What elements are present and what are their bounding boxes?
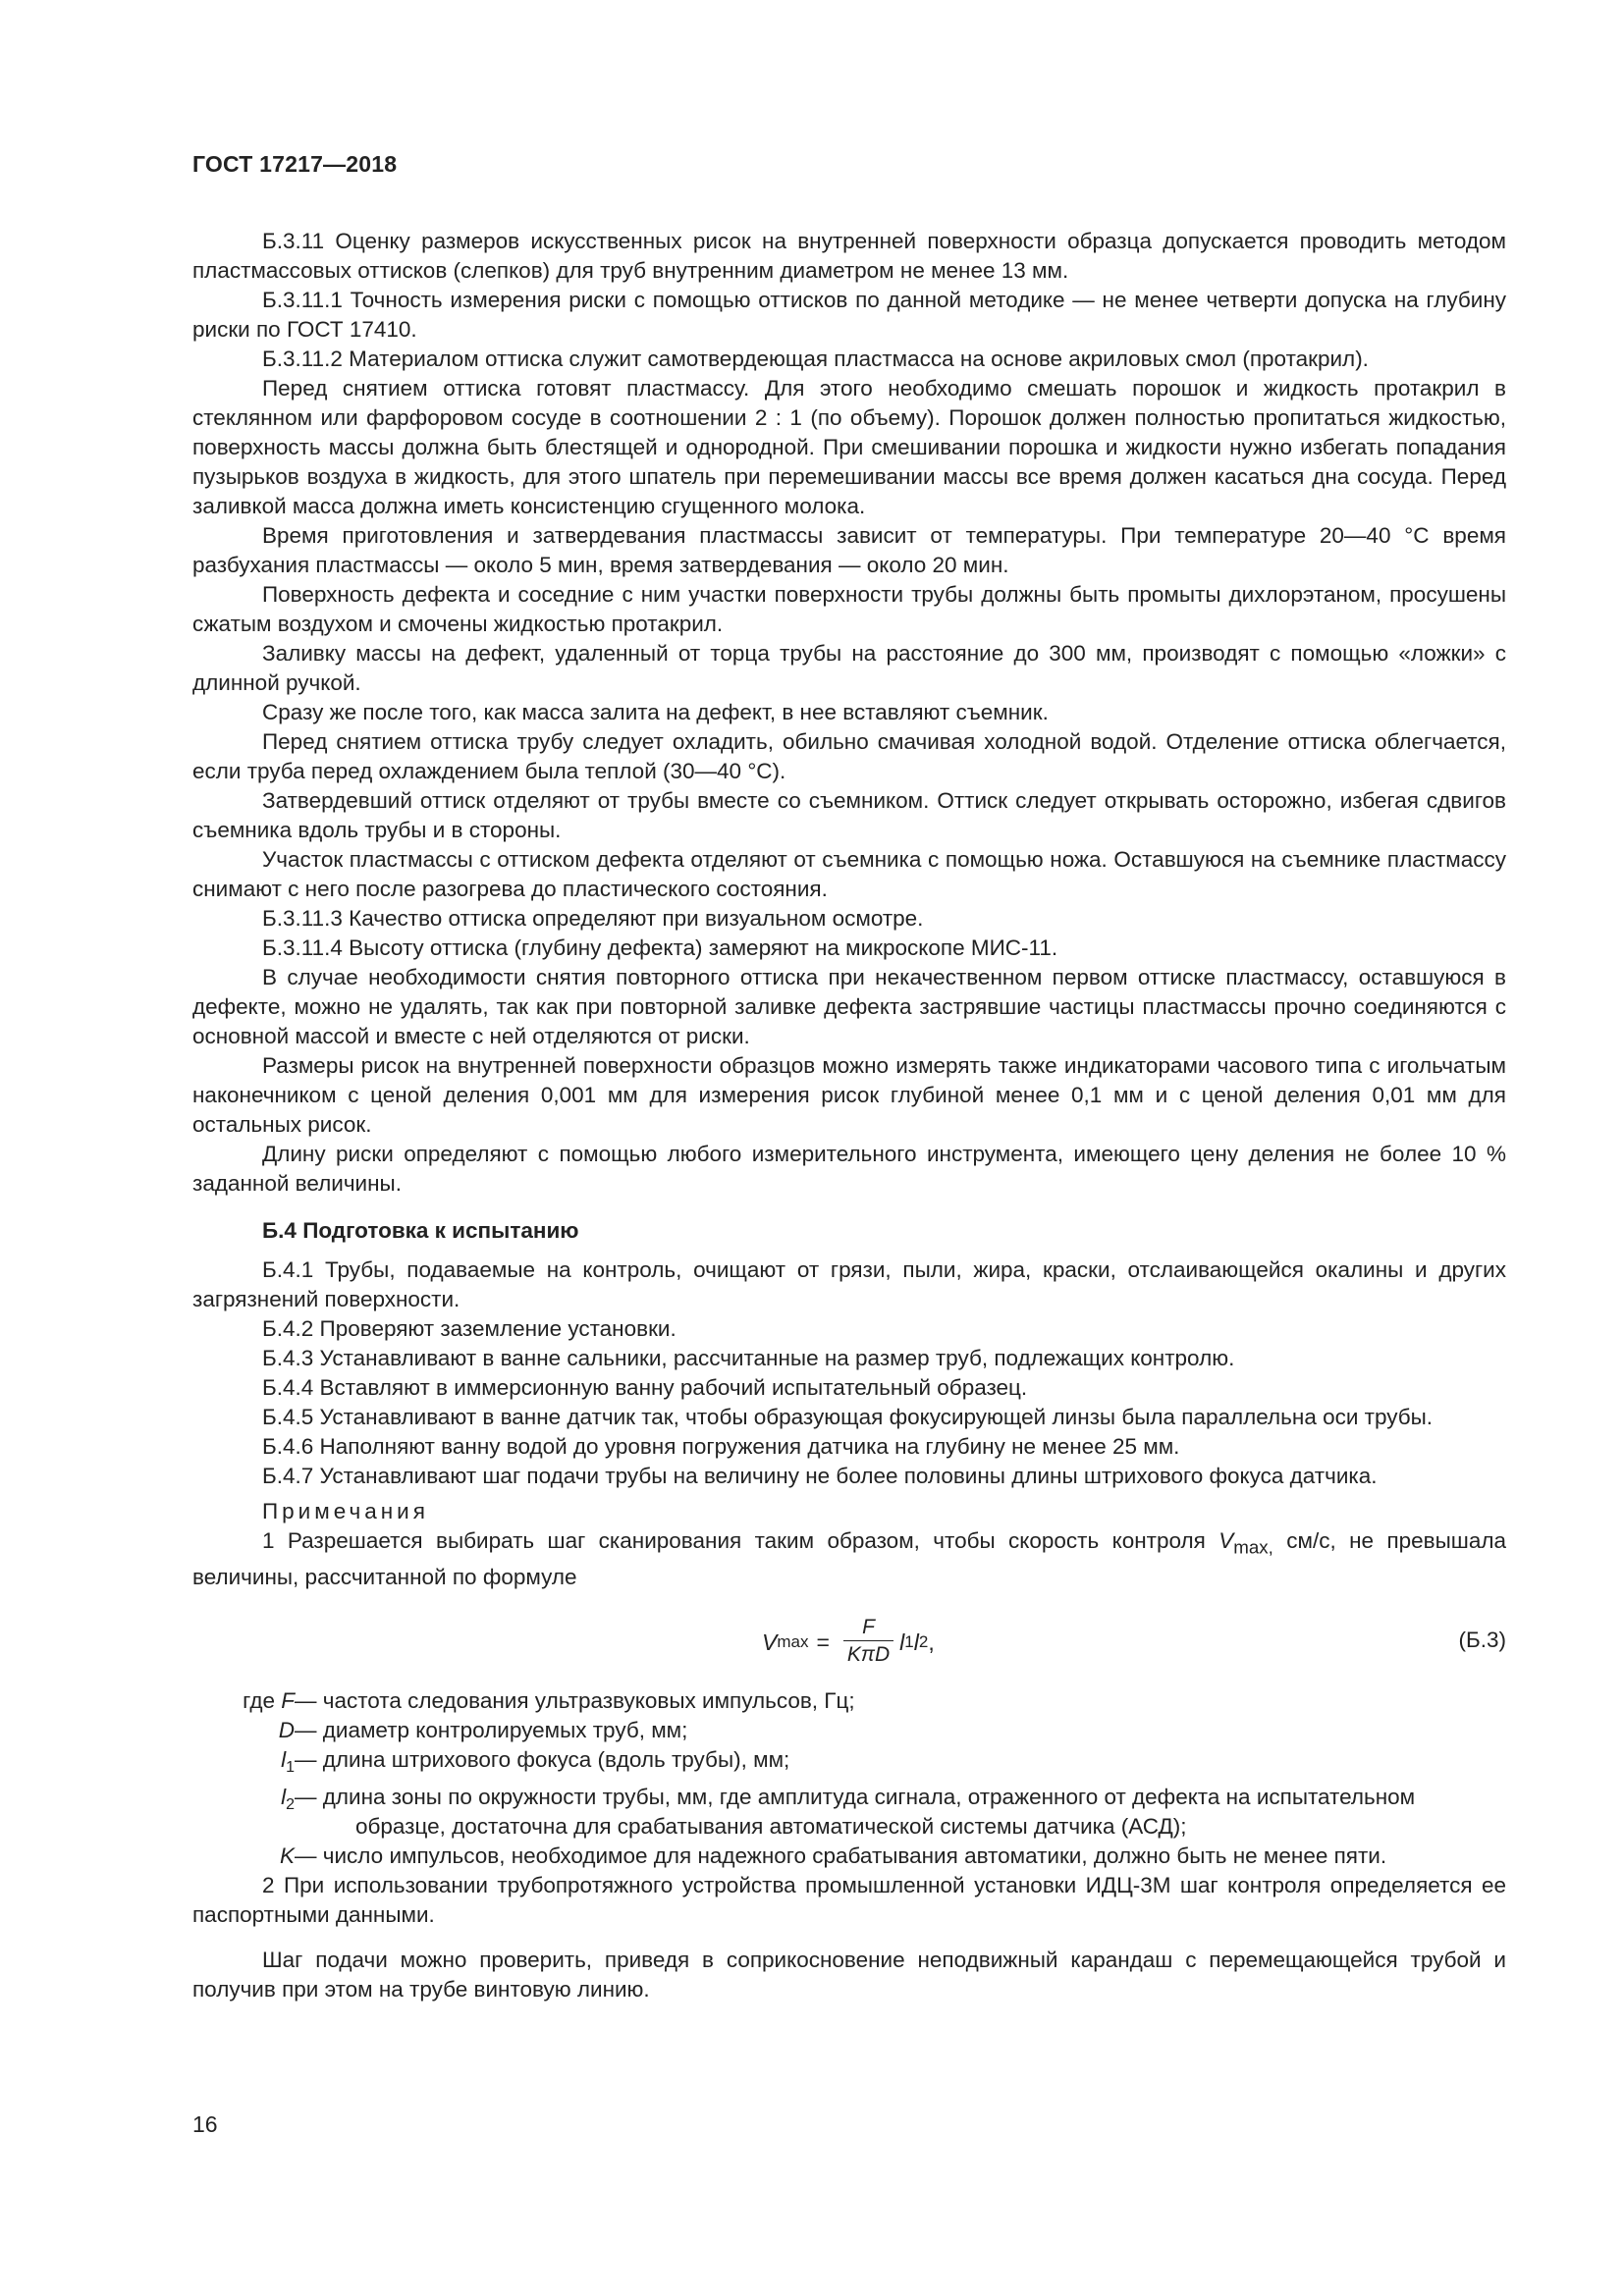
definition-subscript: 2 <box>286 1795 295 1813</box>
page-header: ГОСТ 17217—2018 <box>192 151 398 177</box>
paragraph: Б.3.11.2 Материалом оттиска служит самотвердеющая пластмасса на основе акриловых смол (протакрил). <box>262 347 1369 371</box>
notes-title: Примечания <box>262 1499 429 1523</box>
paragraph: Б.4.7 Устанавливают шаг подачи трубы на величину не более половины длины штрихового фокуса датчика. <box>262 1464 1378 1488</box>
paragraph: Б.3.11.4 Высоту оттиска (глубину дефекта) замеряют на микроскопе МИС-11. <box>262 935 1058 960</box>
paragraph: Длину риски определяют с помощью любого измерительного инструмента, имеющего цену деления не более 10 % заданной величины. <box>192 1142 1506 1196</box>
definition-term <box>192 1716 295 1745</box>
velocity-symbol: V <box>1218 1528 1234 1553</box>
paragraph: Б.3.11.1 Точность измерения риски с помощью оттисков по данной методике — не менее четверти допуска на глубину риски по ГОСТ 17410. <box>192 288 1506 342</box>
paragraph: Б.4.2 Проверяют заземление установки. <box>262 1316 677 1341</box>
definition-symbol: l <box>281 1746 287 1772</box>
formula-numerator: F <box>862 1616 875 1638</box>
note-2: 2 При использовании трубопротяжного устройства промышленной установки ИДЦ-3М шаг контроля определяется ее паспортными данными. <box>192 1872 1506 1927</box>
definition-text: — длина штрихового фокуса (вдоль трубы), мм; <box>295 1746 790 1772</box>
definition-term <box>192 1686 295 1716</box>
paragraph: Шаг подачи можно проверить, приведя в соприкосновение неподвижный карандаш с перемещающейся трубой и получив при этом на трубе винтовую линию. <box>192 1947 1506 2002</box>
definition-subscript: 1 <box>286 1758 295 1776</box>
paragraph: Участок пластмассы с оттиском дефекта отделяют от съемника с помощью ножа. Оставшуюся на съемнике пластмассу снимают с него после разогрева до пластического состояния. <box>192 847 1506 901</box>
formula-fraction <box>843 1615 893 1669</box>
note-1 <box>192 1526 1506 1592</box>
velocity-subscript: max, <box>1233 1536 1273 1558</box>
paragraph: Б.3.11 Оценку размеров искусственных рисок на внутренней поверхности образца допускается проводить методом пластмассовых оттисков (слепков) для труб внутренним диаметром не менее 13 мм. <box>192 229 1506 283</box>
formula-l2-subscript: 2 <box>918 1631 929 1651</box>
definition-term <box>192 1745 295 1783</box>
section-heading: Б.4 Подготовка к испытанию <box>262 1218 579 1243</box>
paragraph: Время приготовления и затвердевания пластмассы зависит от температуры. При температуре 20—40 °С время разбухания пластмассы — около 5 мин, время затвердевания — около 20 мин. <box>192 523 1506 577</box>
definition-symbol: F <box>281 1687 295 1713</box>
paragraph: Заливку массы на дефект, удаленный от торца трубы на расстояние до 300 мм, производят с помощью «ложки» с длинной ручкой. <box>192 641 1506 695</box>
formula-l2: l <box>913 1629 919 1655</box>
definition-row <box>192 1745 1506 1783</box>
paragraph: Размеры рисок на внутренней поверхности образцов можно измерять также индикаторами часового типа с игольчатым наконечником с ценой деления 0,001 мм для измерения рисок глубиной менее 0,1 мм и с ценой деления 0,01 мм для остальных рисок. <box>192 1053 1506 1137</box>
note-1-text-start: 1 Разрешается выбирать шаг сканирования таким образом, чтобы скорость контроля <box>262 1528 1219 1553</box>
paragraph: Б.4.3 Устанавливают в ванне сальники, рассчитанные на размер труб, подлежащих контролю. <box>262 1346 1235 1370</box>
definition-symbol: D <box>278 1717 295 1742</box>
paragraph: Поверхность дефекта и соседние с ним участки поверхности трубы должны быть промыты дихлорэтаном, просушены сжатым воздухом и смочены жидкостью протакрил. <box>192 582 1506 636</box>
definition-row <box>192 1842 1506 1871</box>
formula-l1: l <box>899 1629 905 1655</box>
formula-comma: , <box>928 1629 935 1655</box>
paragraph: Перед снятием оттиска трубу следует охладить, обильно смачивая холодной водой. Отделение оттиска облегчается, если труба перед охлаждением была теплой (30—40 °С). <box>192 729 1506 783</box>
equation-number: (Б.3) <box>1458 1627 1506 1652</box>
formula-denominator: KπD <box>843 1640 893 1669</box>
page-number: 16 <box>192 2111 218 2137</box>
paragraph: Затвердевший оттиск отделяют от трубы вместе со съемником. Оттиск следует открывать осторожно, избегая сдвигов съемника вдоль трубы и в стороны. <box>192 788 1506 842</box>
paragraph: В случае необходимости снятия повторного оттиска при некачественном первом оттиске пластмассу, оставшуюся в дефекте, можно не удалять, так как при повторной заливке дефекта застрявшие частицы пластмассы прочно соединяются с основной массой и вместе с ней отделяются от риски. <box>192 965 1506 1048</box>
definition-symbol: l <box>281 1784 287 1809</box>
paragraph: Б.4.6 Наполняют ванну водой до уровня погружения датчика на глубину не менее 25 мм. <box>262 1434 1180 1459</box>
definition-text: — диаметр контролируемых труб, мм; <box>295 1717 688 1742</box>
paragraph: Б.4.5 Устанавливают в ванне датчик так, чтобы образующая фокусирующей линзы была параллельна оси трубы. <box>262 1405 1434 1429</box>
definition-continuation: образце, достаточна для срабатывания автоматической системы датчика (АСД); <box>355 1813 1187 1839</box>
definition-row <box>192 1686 1506 1716</box>
formula-lhs: V <box>762 1629 778 1655</box>
formula-l1-subscript: 1 <box>904 1631 914 1651</box>
paragraph: Сразу же после того, как масса залита на дефект, в нее вставляют съемник. <box>262 700 1049 724</box>
paragraph: Перед снятием оттиска готовят пластмассу. Для этого необходимо смешать порошок и жидкость протакрил в стеклянном или фарфоровом сосуде в соотношении 2 : 1 (по объему). Порошок должен полностью пропитаться жидкостью, поверхность массы должна быть блестящей и однородной. При смешивании порошка и жидкости нужно избегать попадания пузырьков воздуха в жидкость, для этого шпатель при перемешивании массы все время должен касаться дна сосуда. Перед заливкой масса должна иметь консистенцию сгущенного молока. <box>192 376 1506 518</box>
definition-text-line: — длина зоны по окружности трубы, мм, где амплитуда сигнала, отраженного от дефекта на испытательном <box>295 1784 1416 1809</box>
formula-block <box>192 1604 1506 1681</box>
paragraph: Б.4.1 Трубы, подаваемые на контроль, очищают от грязи, пыли, жира, краски, отслаивающейся окалины и других загрязнений поверхности. <box>192 1257 1506 1311</box>
definition-prefix: где <box>243 1687 282 1713</box>
paragraph: Б.3.11.3 Качество оттиска определяют при визуальном осмотре. <box>262 906 924 931</box>
definition-symbol: K <box>279 1842 295 1868</box>
formula-lhs-subscript: max <box>777 1631 809 1651</box>
symbol-definitions <box>192 1686 1506 1871</box>
definition-row <box>192 1716 1506 1745</box>
definition-text: — частота следования ультразвуковых импульсов, Гц; <box>295 1687 855 1713</box>
definition-row <box>192 1783 1506 1842</box>
document-body <box>192 227 1506 2004</box>
definition-term <box>192 1842 295 1871</box>
definition-text <box>295 1783 1506 1842</box>
note-1-text-end: см/с, не превышала величины, рассчитанной по формуле <box>192 1528 1506 1589</box>
formula-equals: = <box>816 1629 830 1655</box>
definition-text: — число импульсов, необходимое для надежного срабатывания автоматики, должно быть не менее пяти. <box>295 1842 1387 1868</box>
formula <box>762 1604 935 1681</box>
paragraph: Б.4.4 Вставляют в иммерсионную ванну рабочий испытательный образец. <box>262 1375 1028 1400</box>
definition-term <box>192 1783 295 1820</box>
